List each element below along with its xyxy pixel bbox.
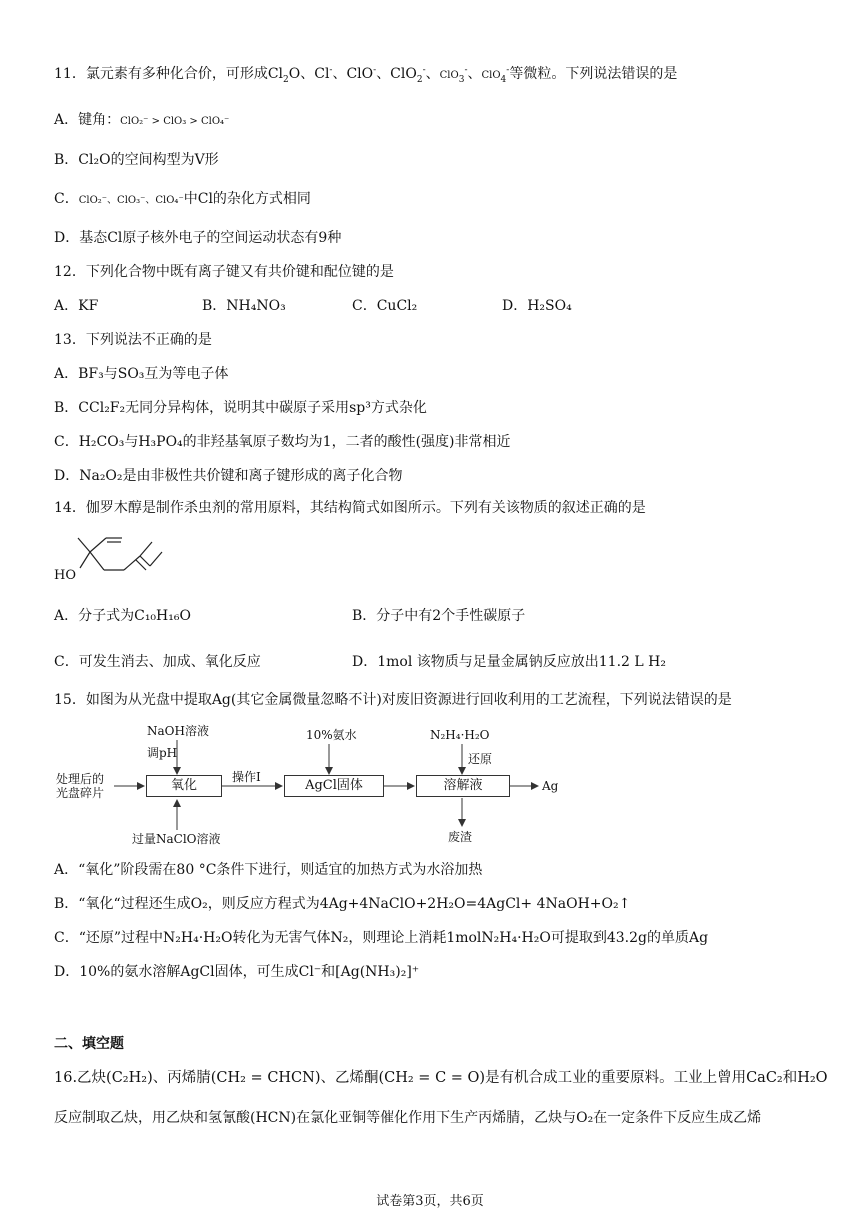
flow-input-label: 处理后的 光盘碎片	[56, 772, 105, 800]
q12-option-c: C．CuCl₂	[352, 298, 418, 314]
q16-line-2: 反应制取乙炔，用乙炔和氢氰酸(HCN)在氯化亚铜等催化作用下生产丙烯腈，乙炔与O₂在一定条件下反应生成乙烯	[54, 1110, 762, 1126]
q12-stem: 12．下列化合物中既有离子键又有共价键和配位键的是	[54, 264, 394, 280]
q12-option-b: B．NH₄NO₃	[202, 298, 286, 314]
flow-naclo-label: 过量NaClO溶液	[132, 832, 221, 846]
flow-ph-label: 调pH	[147, 746, 178, 760]
q11-option-b: B．Cl₂O的空间构型为V形	[54, 152, 219, 168]
q15-stem: 15．如图为从光盘中提取Ag(其它金属微量忽略不计)对废旧资源进行回收利用的工艺流程，下列说法错误的是	[54, 692, 732, 708]
structure-ho-label: HO	[54, 568, 76, 583]
q16-line-1: 16.乙炔(C₂H₂)、丙烯腈(CH₂ = CHCN)、乙烯酮(CH₂ = C = O)是有机合成工业的重要原料。工业上曾用CaC₂和H₂O	[54, 1070, 828, 1086]
q12-option-d: D．H₂SO₄	[502, 298, 572, 314]
flow-agcl-box: AgCl固体	[284, 775, 384, 797]
q13-option-c: C．H₂CO₃与H₃PO₄的非羟基氧原子数均为1，二者的酸性(强度)非常相近	[54, 434, 511, 450]
flow-reduce-label: 还原	[468, 752, 493, 766]
flow-ag-label: Ag	[542, 779, 559, 793]
q13-option-b: B．CCl₂F₂无同分异构体，说明其中碳原子采用sp³方式杂化	[54, 400, 427, 416]
q11-option-d: D．基态Cl原子核外电子的空间运动状态有9种	[54, 230, 342, 246]
flow-residue-label: 废渣	[448, 830, 473, 844]
q14-option-b: B．分子中有2个手性碳原子	[352, 608, 526, 624]
q13-option-d: D．Na₂O₂是由非极性共价键和离子键形成的离子化合物	[54, 468, 403, 484]
q15-option-a: A．“氧化”阶段需在80 °C条件下进行，则适宜的加热方式为水浴加热	[54, 862, 483, 878]
q15-option-b: B．“氧化“过程还生成O₂，则反应方程式为4Ag+4NaClO+2H₂O=4AgCl+ 4NaOH+O₂↑	[54, 896, 631, 912]
q14-option-a: A．分子式为C₁₀H₁₆O	[54, 608, 191, 624]
q12-option-a: A．KF	[54, 298, 99, 314]
flow-naoh-label: NaOH溶液	[147, 724, 209, 738]
q14-option-c: C．可发生消去、加成、氧化反应	[54, 654, 261, 670]
q14-stem: 14．伽罗木醇是制作杀虫剂的常用原料，其结构简式如图所示。下列有关该物质的叙述正确的是	[54, 500, 646, 516]
q11-option-c: C．ClO₂⁻、ClO₃⁻、ClO₄⁻中Cl的杂化方式相同	[54, 191, 311, 207]
q15-option-c: C．“还原”过程中N₂H₄·H₂O转化为无害气体N₂，则理论上消耗1molN₂H₄·H₂O可提取到43.2g的单质Ag	[54, 930, 709, 946]
q11-stem: 11．氯元素有多种化合价，可形成$Cl_2O$、Cl-、ClO-、ClO$_2$-、ClO$_3$-、ClO$_4$-等微粒。下列说法错误的是	[54, 65, 678, 85]
q13-option-a: A．BF₃与SO₃互为等电子体	[54, 366, 229, 382]
process-flow-diagram	[54, 722, 574, 852]
q15-option-d: D．10%的氨水溶解AgCl固体，可生成Cl⁻和[Ag(NH₃)₂]⁺	[54, 964, 420, 980]
linalool-structure	[50, 530, 180, 590]
q11-option-a: A．键角：ClO₂⁻ > ClO₃ > ClO₄⁻	[54, 112, 230, 128]
flow-op1-label: 操作I	[232, 770, 261, 784]
q13-stem: 13．下列说法不正确的是	[54, 332, 212, 348]
q14-option-d: D．1mol 该物质与足量金属钠反应放出11.2 L H₂	[352, 654, 666, 670]
page-footer: 试卷第3页，共6页	[376, 1194, 484, 1209]
flow-solution-box: 溶解液	[416, 775, 510, 797]
flow-oxidize-box: 氧化	[146, 775, 222, 797]
section-title: 二、填空题	[54, 1036, 124, 1052]
flow-ammonia-label: 10%氨水	[306, 728, 357, 742]
flow-hydrazine-label: N₂H₄·H₂O	[430, 728, 490, 742]
